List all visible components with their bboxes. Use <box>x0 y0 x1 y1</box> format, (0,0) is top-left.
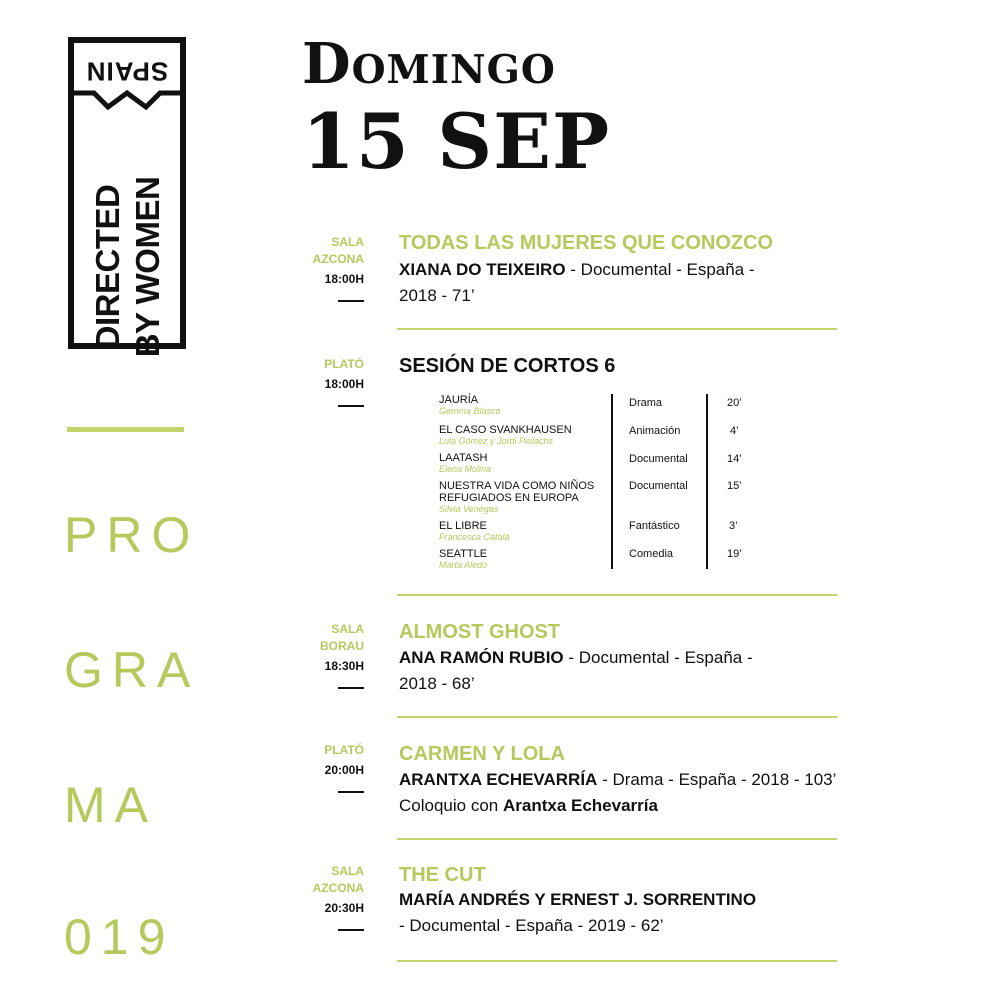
session-room: AZCONA <box>312 881 364 895</box>
film-director: ARANTXA ECHEVARRÍA <box>399 770 598 789</box>
session-room: SALA <box>331 864 364 878</box>
short-title: EL CASO SVANKHAUSEN <box>439 424 572 436</box>
short-director: Francesca Catalá <box>439 532 510 542</box>
session-time: 18:00H <box>324 272 364 286</box>
session-room: PLATÓ <box>324 743 364 757</box>
short-genre: Fantástico <box>629 520 680 532</box>
short-genre: Documental <box>629 453 688 465</box>
session-room: SALA <box>331 622 364 636</box>
logo-country: SPAIN <box>85 56 169 87</box>
session-meta <box>284 356 364 407</box>
colloquium-guest: Arantxa Echevarría <box>502 796 658 815</box>
short-duration: 20’ <box>727 397 742 409</box>
short-title: NUESTRA VIDA COMO NIÑOS REFUGIADOS EN EUROPA <box>439 480 595 504</box>
session-divider <box>397 716 837 718</box>
short-director: Marta Aledo <box>439 560 488 570</box>
film-director: XIANA DO TEIXEIRO <box>399 260 566 279</box>
film-details <box>399 645 819 697</box>
session-meta <box>284 742 364 793</box>
session-time: 18:00H <box>324 377 364 391</box>
short-title: LAATASH <box>439 452 488 464</box>
short-duration: 14’ <box>727 453 742 465</box>
programa-line: MA <box>64 777 157 833</box>
session-room: AZCONA <box>312 252 364 266</box>
shorts-column-divider <box>706 394 708 569</box>
programa-line: PRO <box>64 507 200 563</box>
session-time: 18:30H <box>324 659 364 673</box>
film-title: TODAS LAS MUJERES QUE CONOZCO <box>399 232 774 254</box>
short-director: Elena Molina <box>439 464 492 474</box>
film-director: ANA RAMÓN RUBIO <box>399 648 564 667</box>
directed-by-women-logo <box>68 37 186 358</box>
film-title: CARMEN Y LOLA <box>399 743 565 765</box>
session-divider <box>397 328 837 330</box>
short-director: Lula Gómez y Jordi Piulachs <box>439 436 554 446</box>
film-meta: - Documental - España - <box>563 648 753 667</box>
session-title: SESIÓN DE CORTOS 6 <box>399 355 616 377</box>
session-dash <box>338 300 364 302</box>
session-meta <box>284 621 364 689</box>
short-director: Silvia Venegas <box>439 504 499 514</box>
session-time: 20:00H <box>324 763 364 777</box>
short-duration: 4’ <box>730 425 739 437</box>
short-title: EL LIBRE <box>439 520 487 532</box>
film-meta: 2018 - 68’ <box>399 674 475 693</box>
programa-line: GRA <box>64 642 200 698</box>
session-dash <box>338 929 364 931</box>
short-duration: 3’ <box>729 520 738 532</box>
session-room: BORAU <box>320 639 364 653</box>
film-title: ALMOST GHOST <box>399 621 561 643</box>
short-director: Gemma Blasco <box>439 406 501 416</box>
colloquium-prefix: Coloquio con <box>399 796 503 815</box>
session-time: 20:30H <box>324 901 364 915</box>
shorts-column-divider <box>611 394 613 569</box>
short-title: SEATTLE <box>439 548 488 560</box>
film-meta: - Documental - España - 2019 - 62’ <box>399 916 664 935</box>
session-divider <box>397 594 837 596</box>
film-details <box>399 257 819 309</box>
session-dash <box>338 791 364 793</box>
session-room: SALA <box>331 235 364 249</box>
short-duration: 15’ <box>727 480 742 492</box>
program-date: 15 SEP <box>302 97 611 186</box>
short-duration: 19’ <box>727 548 742 560</box>
session-meta <box>284 863 364 931</box>
logo-line-by-women: BY WOMEN <box>129 176 166 358</box>
film-details <box>399 887 819 939</box>
short-genre: Drama <box>629 397 663 409</box>
session-dash <box>338 405 364 407</box>
session-meta <box>284 234 364 302</box>
programa-rule <box>67 427 184 432</box>
film-meta: - Documental - España - <box>565 260 755 279</box>
program-day: Domingo <box>302 31 556 97</box>
logo-line-directed: DIRECTED <box>89 184 126 350</box>
session-divider <box>397 838 837 840</box>
session-room: PLATÓ <box>324 357 364 371</box>
short-genre: Animación <box>629 425 681 437</box>
short-genre: Comedia <box>629 548 674 560</box>
film-meta: - Drama - España - 2018 - 103’ <box>597 770 837 789</box>
film-meta: 2018 - 71’ <box>399 286 475 305</box>
short-genre: Documental <box>629 480 688 492</box>
short-title: JAURÍA <box>439 394 479 406</box>
film-director: MARÍA ANDRÉS Y ERNEST J. SORRENTINO <box>399 890 757 909</box>
session-divider <box>397 960 837 962</box>
film-details <box>399 767 859 819</box>
film-title: THE CUT <box>399 864 486 886</box>
session-dash <box>338 687 364 689</box>
programa-line: 019 <box>64 909 175 965</box>
